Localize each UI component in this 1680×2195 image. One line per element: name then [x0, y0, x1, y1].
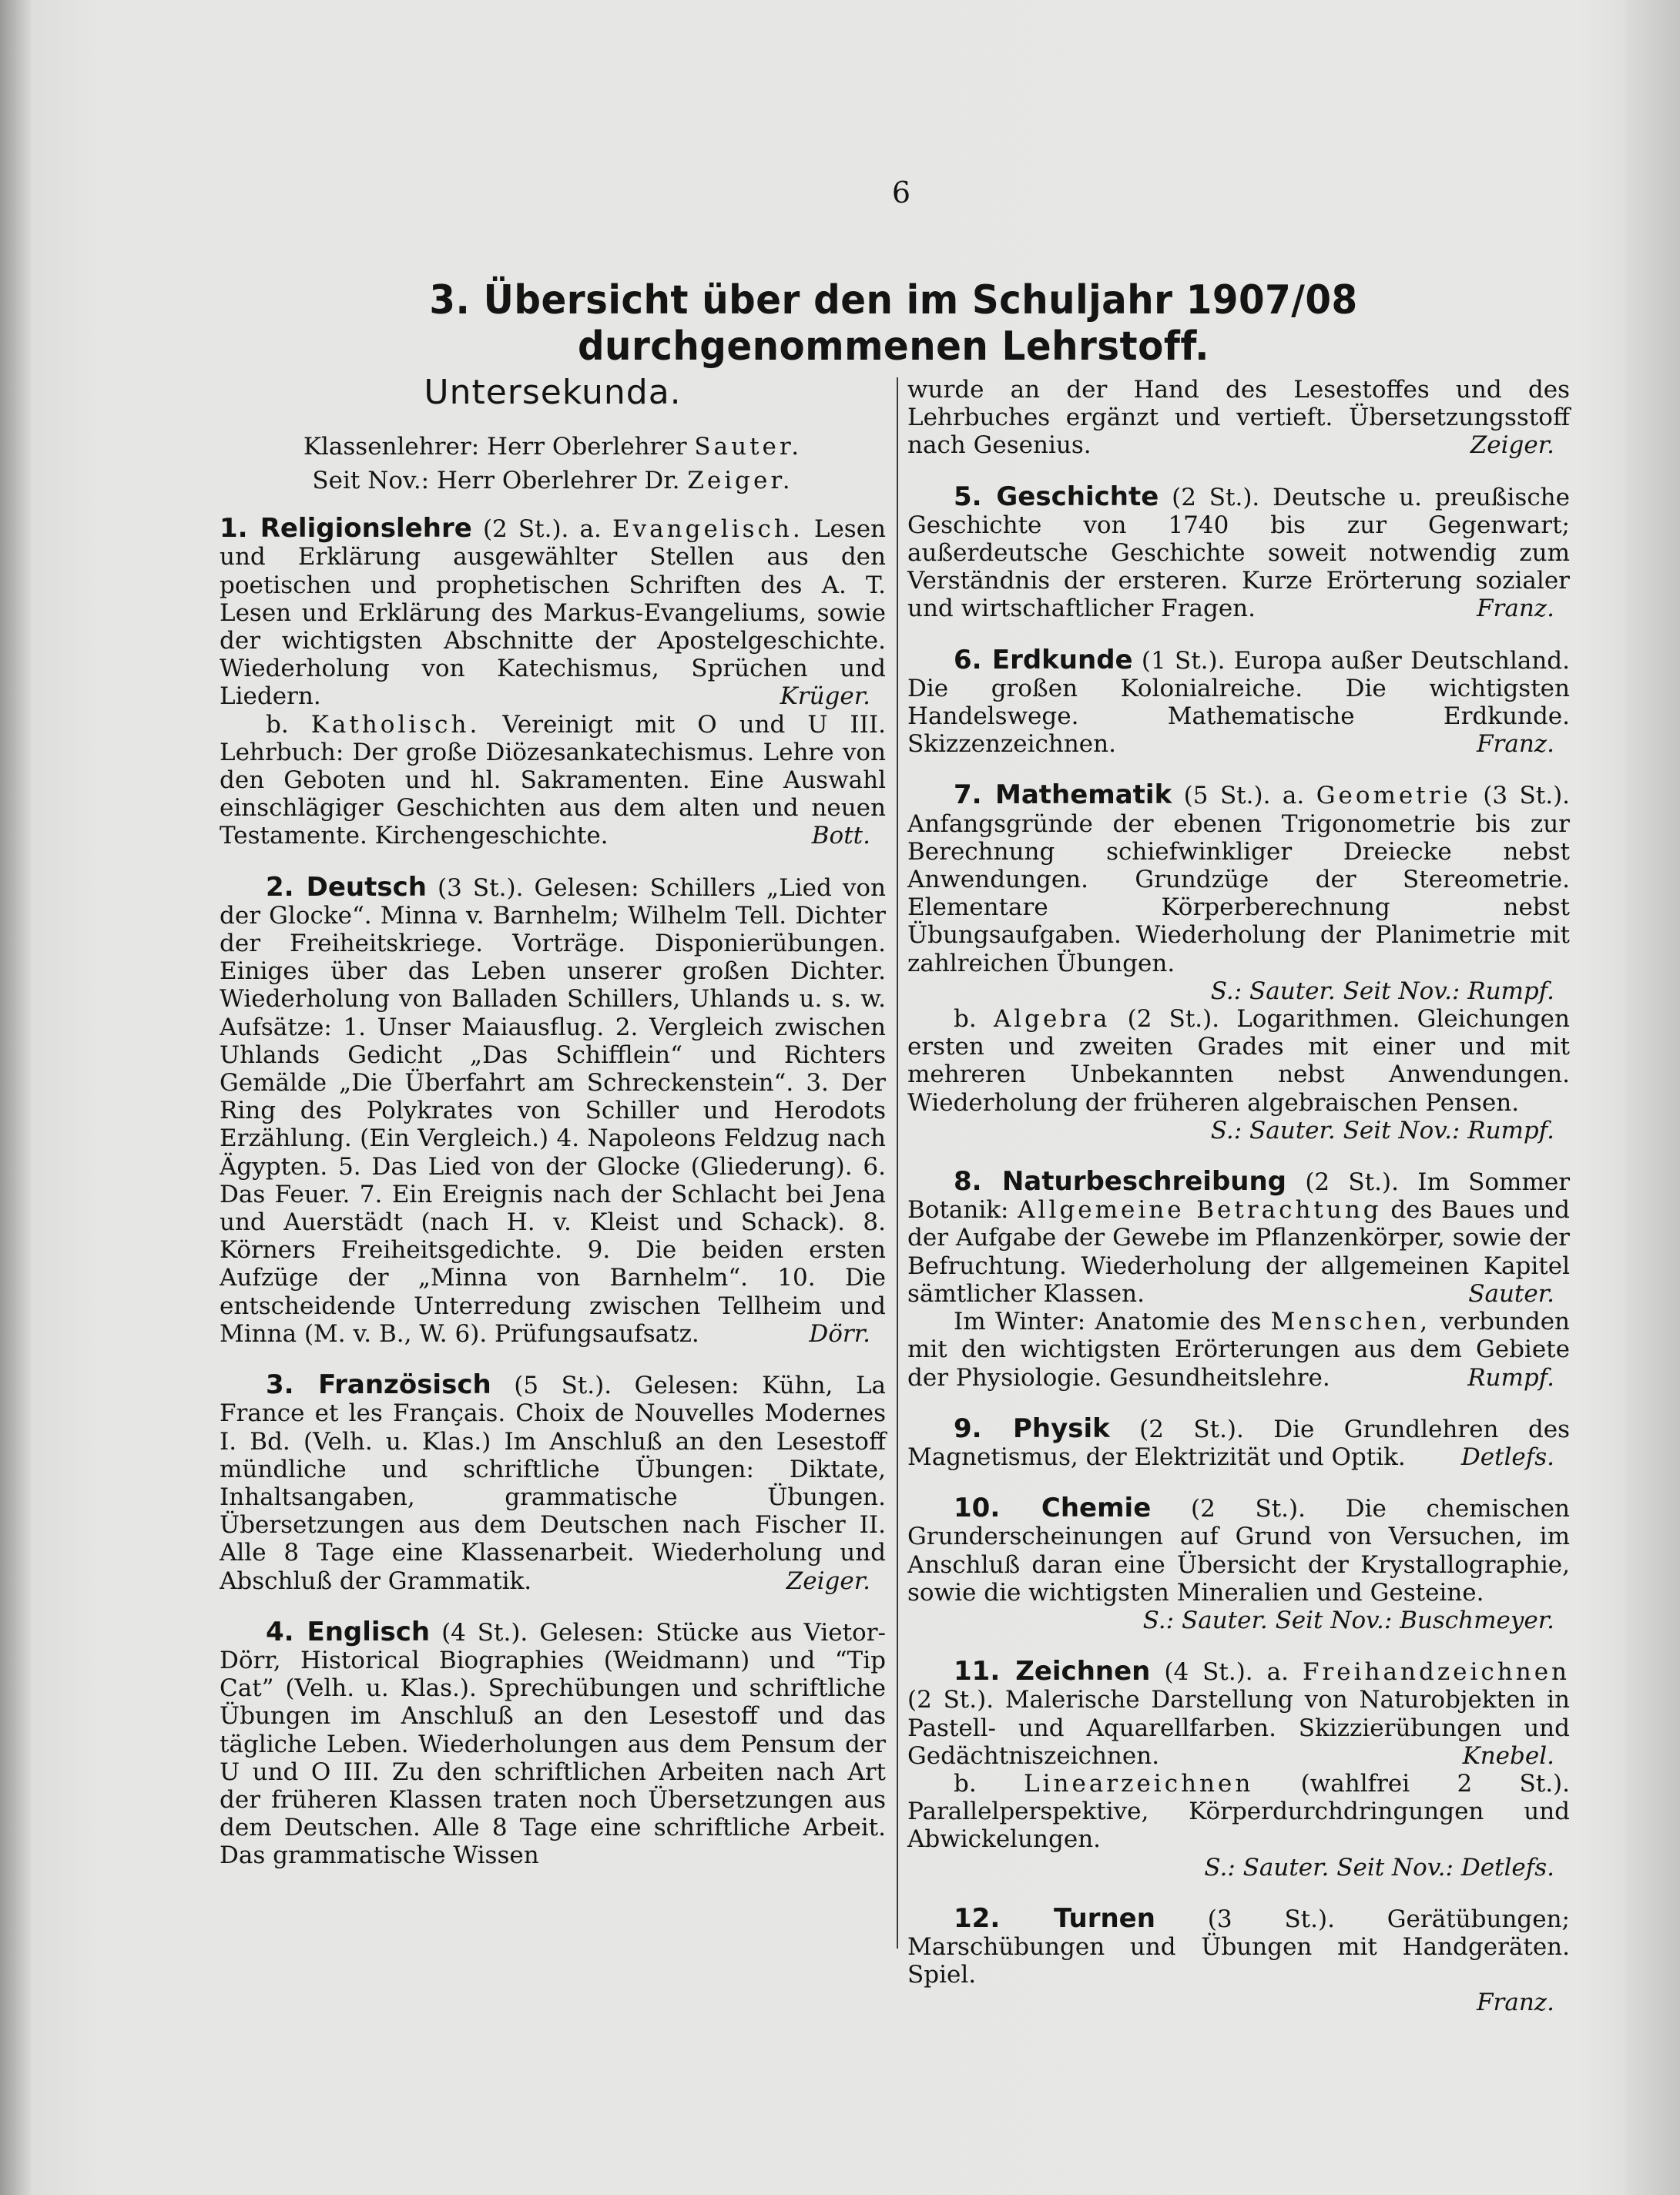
since-teacher-name: Zeiger. — [687, 467, 793, 495]
section-physik — [907, 1415, 1570, 1471]
since-teacher: Herr Oberlehrer Dr. — [436, 467, 680, 495]
part-label: Evangelisch. — [612, 515, 803, 544]
page-number: 6 — [891, 176, 911, 209]
section-hours: (2 St.). — [1190, 1495, 1306, 1523]
section-chemie — [907, 1494, 1570, 1634]
section-englisch — [220, 1618, 886, 1870]
section-naturbeschreibung — [907, 1168, 1570, 1392]
section-hours: (4 St.). a. — [1164, 1658, 1289, 1687]
section-zeichnen — [907, 1657, 1570, 1882]
section-erdkunde — [907, 646, 1570, 759]
section-text: Im Winter: Anatomie des — [954, 1308, 1262, 1336]
teacher-attribution: Detlefs. — [1460, 1443, 1554, 1471]
section-text: Gerätübungen; Marschübungen und Übungen mit Handgeräten. Spiel. — [907, 1905, 1571, 1989]
part-label: Linearzeichnen — [1024, 1769, 1254, 1798]
section-religion — [220, 514, 886, 850]
section-text: des Baues und der Aufgabe der Gewebe im Pflanzenkörper, sowie der Befruchtung. Wiederholung der allgemeinen Kapitel sämtlicher Klassen. — [907, 1196, 1571, 1308]
section-hours: (2 St.). — [1139, 1415, 1244, 1443]
section-title: 8. Naturbeschreibung — [954, 1166, 1287, 1198]
section-text: Die chemischen Grunderscheinungen auf Grund von Versuchen, im Anschluß daran eine Übersicht der Krystallographie, sowie die wichtigsten Mineralien und Gesteine. — [907, 1495, 1571, 1607]
section-title: 9. Physik — [954, 1413, 1110, 1444]
section-text: Europa außer Deutschland. Die großen Kolonialreiche. Die wichtigsten Handelswege. Mathematische Erdkunde. Skizzenzeichnen. — [907, 646, 1571, 759]
section-text: wurde an der Hand des Lesestoffes und des Lehrbuches ergänzt und vertieft. Übersetzungsstoff nach Gesenius. — [907, 376, 1570, 460]
teacher-attribution: Krüger. — [780, 682, 870, 711]
page-title: 3. Übersicht über den im Schuljahr 1907/08 durchgenommenen Lehrstoff. — [429, 277, 1358, 370]
section-title: 12. Turnen — [954, 1902, 1155, 1934]
section-title: 11. Zeichnen — [954, 1656, 1151, 1687]
part-label: Geometrie — [1316, 782, 1471, 810]
teacher-attribution: Dörr. — [809, 1319, 870, 1348]
section-title: 5. Geschichte — [954, 481, 1159, 512]
part-label: Allgemeine Betrachtung — [1018, 1196, 1382, 1225]
teacher-attribution: Bott. — [811, 822, 870, 850]
section-deutsch — [220, 873, 886, 1348]
section-hours: (5 St.). — [514, 1372, 612, 1400]
section-title: 3. Französisch — [266, 1369, 491, 1401]
section-text: (wahlfrei 2 St.). Parallelperspektive, Körperdurchdringungen und Abwickelungen. — [907, 1769, 1571, 1854]
section-hours: (2 St.). — [1305, 1168, 1399, 1197]
section-text: (2 St.). Malerische Darstellung von Naturobjekten in Pastell- und Aquarellfarben. Skizzierübungen und Gedächtniszeichnen. — [907, 1686, 1570, 1770]
section-franzoesisch — [220, 1371, 886, 1595]
part-prefix: b. — [266, 710, 289, 739]
class-heading: Untersekunda. — [424, 373, 682, 412]
section-title: 1. Religionslehre — [220, 513, 472, 545]
teacher-attribution: S.: Sauter. Seit Nov.: Buschmeyer. — [1142, 1606, 1554, 1634]
section-text: (3 St.). Anfangsgründe der ebenen Trigonometrie bis zur Berechnung schiefwinkliger Dreiecke nebst Anwendungen. Grundzüge der Stereometrie. Elementare Körperberechnung nebst Übungsaufgaben. Wiederholung der Planimetrie mit zahlreichen Übungen. — [907, 782, 1571, 977]
part-prefix: b. — [954, 1769, 977, 1798]
part-label: Menschen, — [1270, 1308, 1431, 1336]
column-divider — [897, 377, 898, 1949]
section-text: Gelesen: Schillers „Lied von der Glocke“. Minna v. Barnhelm; Wilhelm Tell. Dichter der Freiheitskriege. Vorträge. Disponierübungen. Einiges über das Leben unserer großen Dichter. Wiederholung von Balladen Schillers, Uhlands u. s. w. Aufsätze: 1. Unser Maiausflug. 2. Vergleich zwischen Uhlands Gedicht „Das Schifflein“ und Richters Gemälde „Die Überfahrt am Schreckenstein“. 3. Der Ring des Polykrates von Schiller und Herodots Erzählung. (Ein Vergleich.) 4. Napoleons Feldzug nach Ägypten. 5. Das Lied von der Glocke (Gliederung). 6. Das Feuer. 7. Ein Ereignis nach der Schlacht bei Jena und Auerstädt (nach H. v. Kleist und Schack). 8. Körners Freiheitsgedichte. 9. Die beiden ersten Aufzüge der „Minna von Barnhelm“. 10. Die entscheidende Unterredung zwischen Tellheim und Minna (M. v. B., W. 6). Prüfungsaufsatz. — [220, 873, 887, 1348]
section-englisch-continued — [907, 376, 1570, 460]
section-hours: (5 St.). a. — [1183, 782, 1305, 810]
section-title: 6. Erdkunde — [954, 644, 1133, 675]
section-text: Vereinigt mit O und U III. Lehrbuch: Der große Diözesankatechismus. Lehre von den Geboten und hl. Sakramenten. Eine Auswahl einschlägiger Geschichten aus dem alten und neuen Testamente. Kirchengeschichte. — [220, 710, 887, 850]
section-title: 7. Mathematik — [954, 779, 1172, 811]
section-title: 2. Deutsch — [266, 871, 427, 903]
since-teacher-line — [220, 464, 886, 498]
section-text: Die Grundlehren des Magnetismus, der Elektrizität und Optik. — [907, 1415, 1571, 1471]
right-column — [907, 376, 1570, 2017]
section-text: Lesen und Erklärung ausgewählter Stellen aus den poetischen und prophetischen Schriften des A. T. Lesen und Erklärung des Markus-Evangeliums, sowie der wichtigsten Abschnitte der Apostelgeschichte. Wiederholung von Katechismus, Sprüchen und Liedern. — [220, 515, 887, 711]
since-label: Seit Nov.: — [312, 467, 430, 495]
teacher-attribution: Sauter. — [1468, 1279, 1554, 1308]
class-teacher-line — [220, 430, 886, 464]
part-label: Algebra — [993, 1005, 1111, 1034]
part-prefix: b. — [954, 1005, 977, 1034]
section-hours: (2 St.). — [1172, 483, 1260, 511]
section-text: (2 St.). Logarithmen. Gleichungen ersten und zweiten Grades mit einer und mit mehreren Unbekannten nebst Anwendungen. Wiederholung der früheren algebraischen Pensen. — [907, 1005, 1570, 1117]
section-turnen — [907, 1902, 1571, 2017]
section-hours: (1 St.). — [1141, 646, 1226, 675]
section-title: 4. Englisch — [266, 1616, 431, 1647]
class-teacher-label: Klassenlehrer: — [303, 433, 480, 461]
part-label: Freihandzeichnen — [1302, 1658, 1571, 1687]
section-title: 10. Chemie — [954, 1493, 1152, 1524]
teacher-attribution: Zeiger. — [1470, 431, 1554, 460]
adjacent-page-edge — [1625, 0, 1680, 2195]
section-mathematik — [907, 781, 1570, 1144]
teacher-attribution: S.: Sauter. Seit Nov.: Rumpf. — [1210, 977, 1554, 1005]
section-hours: (2 St.). a. — [482, 515, 602, 544]
teacher-attribution: Zeiger. — [786, 1567, 870, 1595]
section-text: Gelesen: Stücke aus Vietor-Dörr, Historical Biographies (Weidmann) und “Tip Cat” (Velh. u. Klas.). Sprechübungen und schriftliche Übungen im Anschluß an den Lesestoff und das tägliche Leben. Wiederholungen aus dem Pensum der U und O III. Zu den schriftlichen Arbeiten nach Art der früheren Klassen traten noch Übersetzungen aus dem Deutschen. Alle 8 Tage eine schriftliche Arbeit. Das grammatische Wissen — [220, 1618, 887, 1870]
section-hours: (3 St.). — [438, 873, 524, 902]
section-geschichte — [907, 483, 1570, 623]
part-label: Katholisch. — [310, 710, 481, 739]
teacher-attribution: Franz. — [1477, 595, 1554, 623]
teacher-attribution: Rumpf. — [1467, 1363, 1554, 1392]
teacher-attribution: Franz. — [1477, 730, 1554, 759]
left-column — [220, 373, 887, 1870]
section-text: verbunden mit den wichtigsten Erörterungen aus dem Gebiete der Physiologie. Gesundheitslehre. — [907, 1308, 1570, 1392]
section-hours: (3 St.). — [1207, 1905, 1335, 1933]
section-text: Gelesen: Kühn, La France et les Français. Choix de Nouvelles Modernes I. Bd. (Velh. u. Klas.) Im Anschluß an den Lesestoff mündliche und schriftliche Übungen: Diktate, Inhaltsangaben, grammatische Übungen. Übersetzungen aus dem Deutschen nach Fischer II. Alle 8 Tage eine Klassenarbeit. Wiederholung und Abschluß der Grammatik. — [220, 1372, 886, 1595]
teacher-attribution: S.: Sauter. Seit Nov.: Detlefs. — [1204, 1853, 1554, 1882]
teacher-attribution: Knebel. — [1462, 1741, 1554, 1770]
section-text: Im Sommer Botanik: — [907, 1168, 1571, 1225]
class-teacher: Herr Oberlehrer — [487, 433, 687, 461]
section-text: Deutsche u. preußische Geschichte von 1740 bis zur Gegenwart; außerdeutsche Geschichte soweit notwendig zum Verständnis der ersteren. Kurze Erörterung sozialer und wirtschaftlicher Fragen. — [907, 483, 1570, 623]
teacher-attribution: S.: Sauter. Seit Nov.: Rumpf. — [1210, 1116, 1554, 1144]
section-hours: (4 St.). — [441, 1618, 528, 1647]
class-teacher-name: Sauter. — [694, 433, 803, 461]
book-spine-shadow — [0, 0, 31, 2195]
teacher-attribution: Franz. — [1477, 1989, 1554, 2017]
